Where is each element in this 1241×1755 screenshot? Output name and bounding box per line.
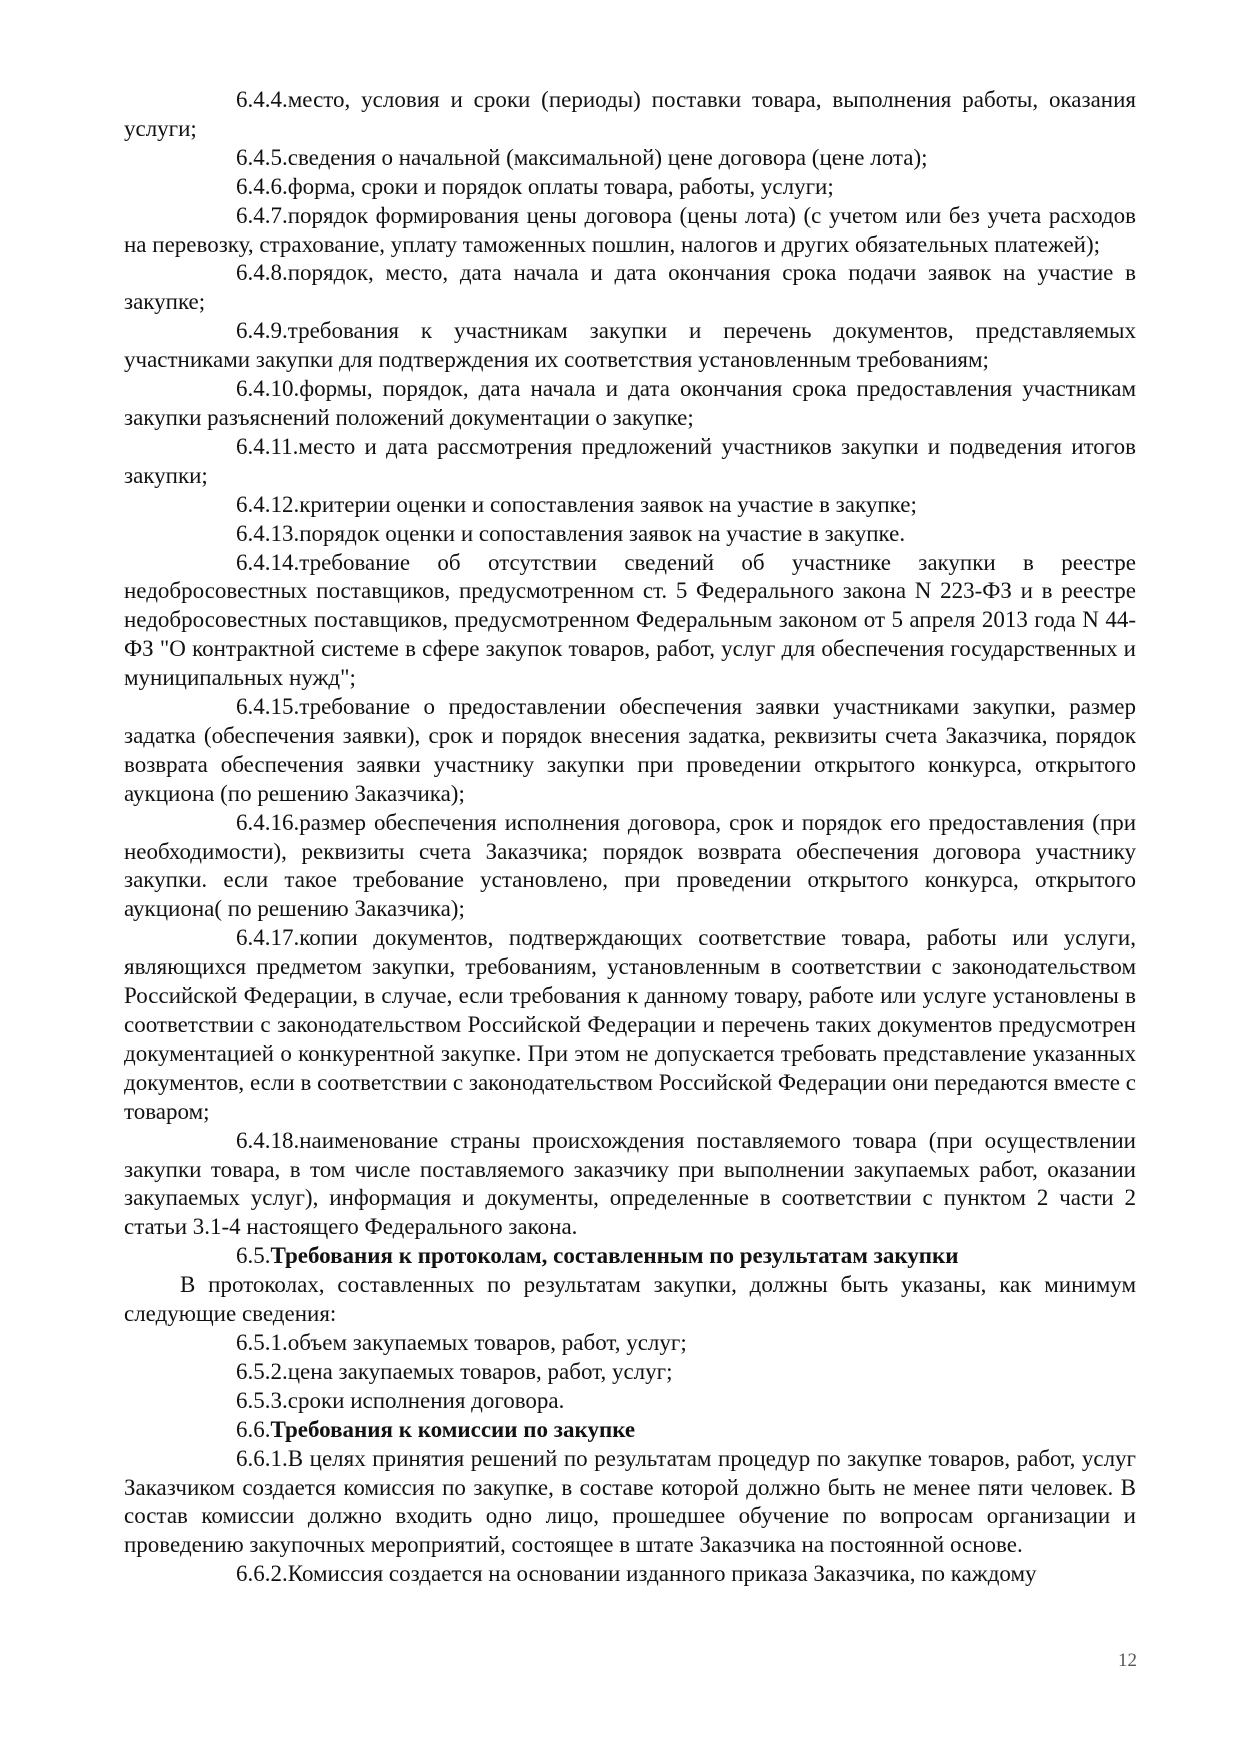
section-heading-6-6 xyxy=(124,1416,1136,1445)
clause-6-4-11 xyxy=(124,433,1136,491)
clause-6-4-13 xyxy=(124,520,1136,549)
clause-number: 6.4.18. xyxy=(236,1127,300,1153)
clause-number: 6.4.17. xyxy=(236,925,300,951)
clause-text: порядок формирования цены договора (цены лота) (с учетом или без учета расходов на перевозку, страхование, уплату таможенных пошлин, налогов и других обязательных платежей); xyxy=(124,202,1136,257)
clause-6-6-1 xyxy=(124,1445,1136,1561)
clause-number: 6.6.2. xyxy=(236,1561,288,1587)
clause-number: 6.5.1. xyxy=(236,1329,288,1355)
clause-text: порядок оценки и сопоставления заявок на участие в закупке. xyxy=(299,520,906,546)
clause-text: наименование страны происхождения поставляемого товара (при осуществлении закупки товара, в том числе поставляемого заказчику при выполнении закупаемых работ, оказании закупаемых услуг), информация и документы, определенные в соответствии с пунктом 2 части 2 статьи 3.1-4 настоящего Федерального закона. xyxy=(124,1127,1136,1240)
clause-6-4-12 xyxy=(124,491,1136,520)
section-title: Требования к протоколам, составленным по результатам закупки xyxy=(270,1243,959,1269)
document-page xyxy=(124,86,1136,1589)
clause-text: В целях принятия решений по результатам процедур по закупке товаров, работ, услуг Заказчиком создается комиссия по закупке, в составе которой должно быть не менее пяти человек. В состав комиссии должно входить одно лицо, прошедшее обучение по вопросам организации и проведению закупочных мероприятий, состоящее в штате Заказчика на постоянной основе. xyxy=(124,1445,1136,1558)
clause-text: копии документов, подтверждающих соответствие товара, работы или услуги, являющихся предметом закупки, требованиям, установленным в соответствии с законодательством Российской Федерации, в случае, если требования к данному товару, работе или услуге установлены в соответствии с законодательством Российской Федерации и перечень таких документов предусмотрен документацией о конкурентной закупке. При этом не допускается требовать представление указанных документов, если в соответствии с законодательством Российской Федерации они передаются вместе с товаром; xyxy=(124,925,1136,1124)
clause-6-4-4 xyxy=(124,86,1136,144)
clause-number: 6.4.14. xyxy=(236,549,300,575)
clause-text: сроки исполнения договора. xyxy=(287,1387,565,1413)
clause-text: объем закупаемых товаров, работ, услуг; xyxy=(287,1329,687,1355)
clause-text: место, условия и сроки (периоды) поставки товара, выполнения работы, оказания услуги; xyxy=(124,87,1136,141)
section-6-5-intro: В протоколах, составленных по результатам закупки, должны быть указаны, как минимум следующие сведения: xyxy=(124,1272,1136,1327)
section-heading-6-5 xyxy=(124,1242,1136,1271)
clause-6-5-2 xyxy=(124,1358,1136,1387)
clause-6-5-1 xyxy=(124,1329,1136,1358)
clause-text: место и дата рассмотрения предложений участников закупки и подведения итогов закупки; xyxy=(124,433,1136,488)
clause-number: 6.4.13. xyxy=(236,520,300,546)
clause-number: 6.4.10. xyxy=(236,376,300,402)
clause-number: 6.4.4. xyxy=(236,87,288,112)
clause-number: 6.5.2. xyxy=(236,1358,288,1384)
clause-number: 6.4.12. xyxy=(236,491,300,517)
clause-6-4-18 xyxy=(124,1127,1136,1243)
clause-number: 6.4.8. xyxy=(236,260,288,286)
clause-number: 6.4.11. xyxy=(236,433,299,459)
clause-text: формы, порядок, дата начала и дата окончания срока предоставления участникам закупки разъяснений положений документации о закупке; xyxy=(124,376,1136,430)
section-title: Требования к комиссии по закупке xyxy=(270,1416,636,1442)
clause-text: требование об отсутствии сведений об участнике закупки в реестре недобросовестных поставщиков, предусмотренном ст. 5 Федерального закона N 223-ФЗ и в реестре недобросовестных поставщиков, предусмотренном Федеральным законом от 5 апреля 2013 года N 44-ФЗ "О контрактной системе в сфере закупок товаров, работ, услуг для обеспечения государственных и муниципальных нужд"; xyxy=(124,549,1136,691)
clause-text: форма, сроки и порядок оплаты товара, работы, услуги; xyxy=(287,173,834,199)
clause-text: размер обеспечения исполнения договора, срок и порядок его предоставления (при необходимости), реквизиты счета Заказчика; порядок возврата обеспечения договора участнику закупки. если такое требование установлено, при проведении открытого конкурса, открытого аукциона( по решению Заказчика); xyxy=(124,809,1136,922)
clause-6-4-10 xyxy=(124,375,1136,433)
clause-number: 6.4.16. xyxy=(236,809,300,835)
clause-number: 6.4.15. xyxy=(236,694,300,720)
clause-number: 6.4.6. xyxy=(236,173,288,199)
clause-number: 6.6.1. xyxy=(236,1445,288,1471)
clause-6-4-6 xyxy=(124,173,1136,202)
clause-6-4-8 xyxy=(124,259,1136,317)
clause-number: 6.4.7. xyxy=(236,202,288,228)
clause-text: требования к участникам закупки и перечень документов, представляемых участниками закупки для подтверждения их соответствия установленным требованиям; xyxy=(124,318,1136,373)
clause-text: цена закупаемых товаров, работ, услуг; xyxy=(287,1358,673,1384)
page-number: 12 xyxy=(1118,1650,1137,1671)
clause-number: 6.4.5. xyxy=(236,144,288,170)
clause-text: требование о предоставлении обеспечения заявки участниками закупки, размер задатка (обеспечения заявки), срок и порядок внесения задатка, реквизиты счета Заказчика, порядок возврата обеспечения заявки участнику закупки при проведении открытого конкурса, открытого аукциона (по решению Заказчика); xyxy=(124,694,1136,806)
section-number: 6.5. xyxy=(236,1243,271,1269)
clause-6-6-2 xyxy=(124,1560,1136,1589)
section-number: 6.6. xyxy=(236,1416,271,1442)
clause-text: критерии оценки и сопоставления заявок на участие в закупке; xyxy=(299,491,917,517)
clause-text: порядок, место, дата начала и дата окончания срока подачи заявок на участие в закупке; xyxy=(124,260,1136,315)
clause-6-4-17 xyxy=(124,924,1136,1126)
clause-number: 6.5.3. xyxy=(236,1387,288,1413)
clause-6-4-15 xyxy=(124,693,1136,809)
clause-number: 6.4.9. xyxy=(236,318,288,344)
clause-text: сведения о начальной (максимальной) цене договора (цене лота); xyxy=(287,144,928,170)
clause-6-4-5 xyxy=(124,144,1136,173)
clause-6-5-3 xyxy=(124,1387,1136,1416)
clause-text: Комиссия создается на основании изданного приказа Заказчика, по каждому xyxy=(287,1561,1037,1587)
clause-6-4-9 xyxy=(124,317,1136,375)
clause-6-4-7 xyxy=(124,202,1136,260)
clause-6-4-14 xyxy=(124,549,1136,694)
clause-6-4-16 xyxy=(124,809,1136,925)
